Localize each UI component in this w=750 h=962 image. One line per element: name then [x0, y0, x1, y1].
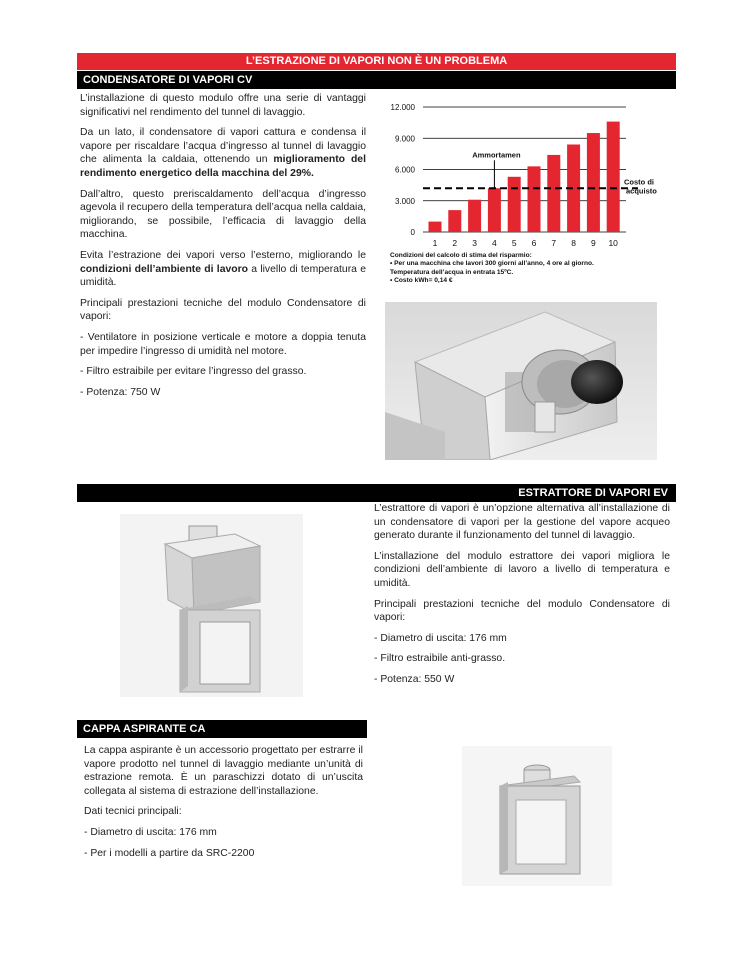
- ca-bullet-2: - Per i modelli a partire da SRC-2200: [84, 847, 255, 859]
- chart-note-1: Condizioni del calcolo di stima del risparmio:: [390, 252, 532, 259]
- ev-bullet-1: - Diametro di uscita: 176 mm: [374, 632, 507, 644]
- chart-x-tick-label: 2: [452, 238, 458, 248]
- ev-bullet-2: - Filtro estraibile anti-grasso.: [374, 653, 506, 665]
- chart-annotation-label: Ammortamen: [472, 150, 521, 160]
- chart-y-tick-label: 3.000: [394, 196, 415, 206]
- ev-paragraph-2: L’installazione del modulo estrattore dei vapori migliora le condizioni dell’ambiente di lavoro a livello di temperatura e umidità.: [374, 550, 670, 589]
- cv-bullet-1: - Ventilatore in posizione verticale e motore a doppia tenuta per impedire l’ingresso di umidità nel motore.: [80, 331, 366, 357]
- chart-x-tick-label: 7: [551, 238, 557, 248]
- chart-bar: [429, 222, 442, 232]
- ca-paragraph-1: La cappa aspirante è un accessorio progettato per estrarre il vapore prodotto nel tunnel di lavaggio mediante un’unità di estrazione remota. È un paraschizzi dotato di un’uscita collegata al sistema di estrazione dell’installazione.: [84, 745, 363, 797]
- extractor-product-image: [120, 514, 303, 697]
- chart-threshold-label-1: Costo di: [624, 177, 654, 187]
- chart-bar: [528, 166, 541, 232]
- cv-paragraph-3: Dall’altro, questo preriscaldamento dell’acqua d’ingresso agevola il recupero della temperatura dell’acqua nella caldaia, migliorando, se possibile, l’efficacia di lavaggio della macchina.: [80, 188, 366, 241]
- chart-bar: [488, 188, 501, 232]
- cv-paragraph-2-emphasis: miglioramento del rendimento energetico della macchina del 29%.: [80, 154, 366, 179]
- savings-bar-chart: [368, 95, 668, 253]
- ev-paragraph-3: Principali prestazioni tecniche del modulo Condensatore di vapori:: [374, 598, 670, 624]
- chart-bar: [508, 177, 521, 232]
- cv-paragraph-4-text: Evita l’estrazione dei vapori verso l’esterno, migliorando le: [80, 249, 366, 261]
- chart-y-tick-label: 6.000: [394, 165, 415, 175]
- chart-x-tick-label: 10: [608, 238, 618, 248]
- chart-x-tick-label: 3: [472, 238, 477, 248]
- chart-x-tick-label: 9: [591, 238, 596, 248]
- ca-bullet-1: - Diametro di uscita: 176 mm: [84, 826, 217, 838]
- chart-y-tick-label: 0: [410, 228, 415, 237]
- cv-paragraph-4-tail: a livello di temperatura e umidità.: [80, 263, 366, 289]
- chart-notes: [390, 252, 680, 285]
- chart-x-tick-label: 5: [511, 238, 517, 248]
- chart-y-tick-label: 12.000: [390, 103, 415, 112]
- cv-paragraph-1: L’installazione di questo modulo offre una serie di vantaggi significativi nel rendimento del tunnel di lavaggio.: [80, 93, 366, 118]
- cv-bullet-3: - Potenza: 750 W: [80, 386, 161, 398]
- section-heading-ev: ESTRATTORE DI VAPORI EV: [77, 484, 676, 502]
- condenser-product-image: [385, 302, 657, 460]
- chart-bar: [607, 122, 620, 232]
- ev-text-column: [374, 502, 670, 694]
- cv-paragraph-2: [80, 126, 366, 180]
- chart-note-2: • Per una macchina che lavori 300 giorni all’anno, 4 ore al giorno.: [390, 260, 594, 268]
- cv-text-column: [80, 92, 366, 406]
- chart-y-tick-label: 9.000: [394, 134, 415, 144]
- chart-note-3: Temperatura dell’acqua in entrata 15ºC.: [390, 268, 514, 276]
- chart-bar: [547, 155, 560, 232]
- cv-paragraph-4: [80, 249, 366, 290]
- cv-paragraph-4-emphasis: condizioni dell’ambiente di lavoro: [80, 263, 248, 275]
- chart-threshold-label-2: acquisto: [626, 186, 657, 196]
- chart-x-tick-label: 4: [492, 238, 497, 248]
- chart-x-tick-label: 6: [531, 238, 537, 248]
- hood-product-image: [462, 746, 612, 886]
- cv-bullet-2: - Filtro estraibile per evitare l’ingresso del grasso.: [80, 366, 307, 378]
- ev-paragraph-1: L’estrattore di vapori è un’opzione alternativa all’installazione di un condensatore di vapori per la gestione del vapore acqueo generato durante il funzionamento del tunnel di lavaggio.: [374, 503, 670, 542]
- chart-x-tick-label: 1: [432, 238, 438, 248]
- ev-bullet-3: - Potenza: 550 W: [374, 673, 455, 685]
- chart-bar: [468, 200, 481, 232]
- section-heading-cv: CONDENSATORE DI VAPORI CV: [77, 71, 676, 89]
- ca-paragraph-2: Dati tecnici principali:: [84, 806, 182, 818]
- section-heading-ca: CAPPA ASPIRANTE CA: [77, 720, 367, 738]
- page-title-bar: L’ESTRAZIONE DI VAPORI NON È UN PROBLEMA: [77, 53, 676, 70]
- chart-note-4: • Costo kWh= 0,14 €: [390, 276, 453, 284]
- chart-bar: [587, 133, 600, 232]
- chart-bar: [448, 210, 461, 232]
- cv-paragraph-2-text: Da un lato, il condensatore di vapori cattura e condensa il vapore per riscaldare l’acqua d’ingresso al tunnel di lavaggio che alimenta la caldaia, ottenendo un: [80, 127, 366, 166]
- chart-x-tick-label: 8: [571, 238, 576, 248]
- ca-text-column: [84, 744, 363, 867]
- cv-paragraph-5: Principali prestazioni tecniche del modulo Condensatore di vapori:: [80, 297, 366, 323]
